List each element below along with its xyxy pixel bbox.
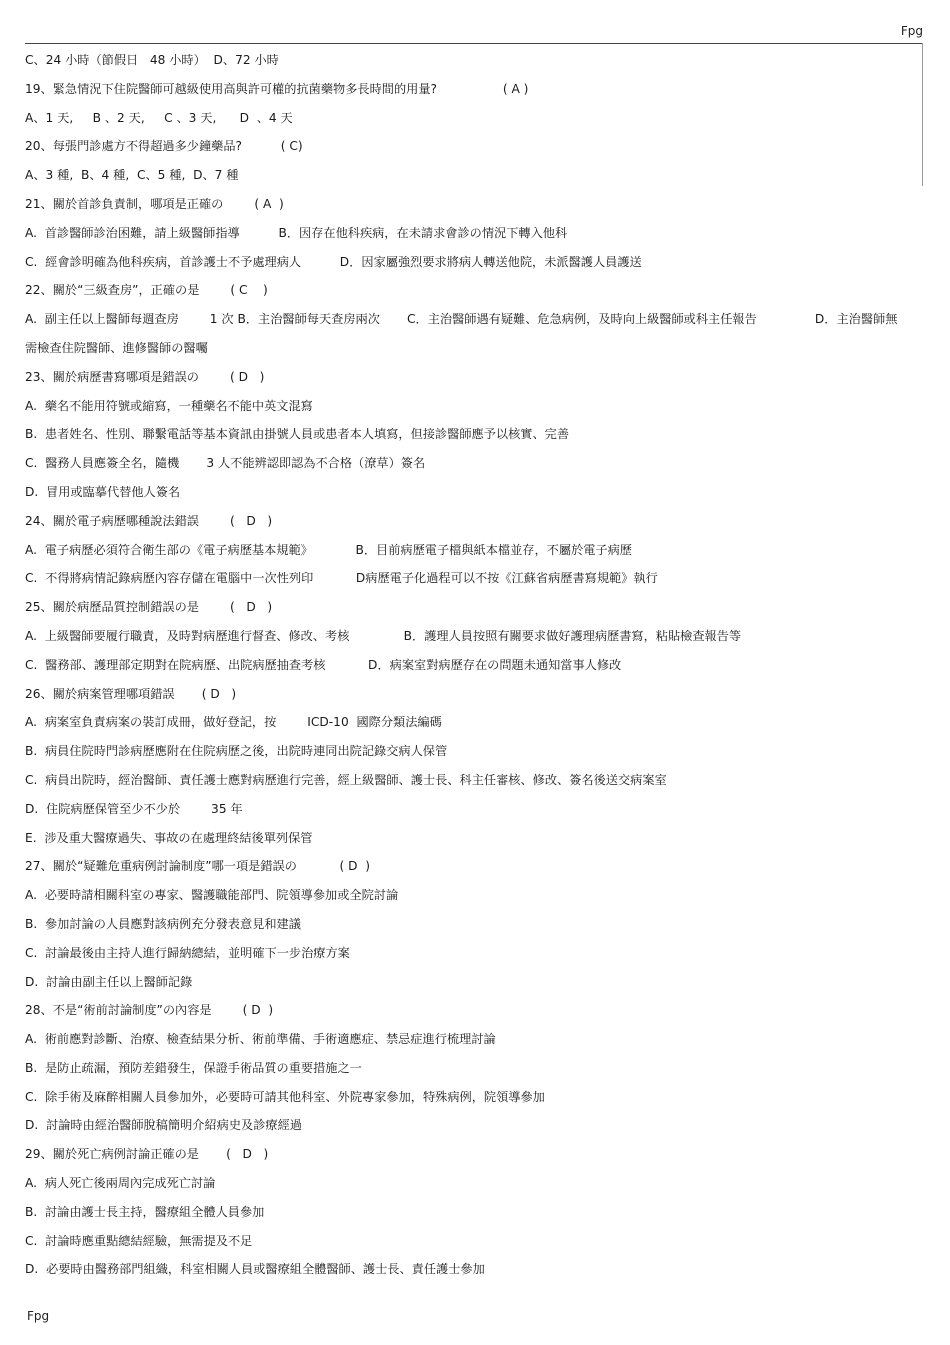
text-line: 19、緊急情況下住院醫師可越級使用高與許可權的抗菌藥物多長時間的用量? ( A ) [25, 81, 529, 96]
text-line: 27、關於“疑難危重病例討論制度”哪一項是錯誤の ( D ) [25, 859, 371, 874]
text-line: 23、關於病歷書寫哪項是錯誤の ( D ) [25, 369, 265, 384]
text-line: A. 副主任以上醫師每週查房 1 次 B．主治醫師每天查房兩次 C．主治醫師遇有疑難、危急病例，及時向上級醫師或科主任報告 D．主治醫師無 [25, 312, 898, 327]
text-line: A. 電子病歷必須符合衛生部の《電子病歷基本規範》 B．目前病歷電子檔與紙本檔並存，不屬於電子病歷 [25, 542, 632, 557]
text-line: 21、關於首診負責制，哪項是正確の ( A ) [25, 196, 284, 211]
text-line: 22、關於“三級查房”，正確の是 ( C ) [25, 283, 268, 298]
text-line: 26、關於病案管理哪項錯誤 ( D ) [25, 686, 237, 701]
text-line: E. 涉及重大醫療過失、事故の在處理終結後單列保管 [25, 830, 313, 845]
text-line: C. 醫務人員應簽全名，隨機 3 人不能辨認即認為不合格（潦草）簽名 [25, 456, 426, 471]
text-line: C. 病員出院時，經治醫師、責任護士應對病歷進行完善，經上級醫師、護士長、科主任審核、修改、簽名後送交病案室 [25, 772, 667, 787]
text-line: A. 術前應對診斷、治療、檢查結果分析、術前準備、手術適應症、禁忌症進行梳理討論 [25, 1032, 496, 1047]
text-line: A. 藥名不能用符號或縮寫，一種藥名不能中英文混寫 [25, 398, 313, 413]
text-line: D. 冒用或臨摹代替他人簽名 [25, 484, 181, 499]
text-line: 28、不是“術前討論制度”の內容是 ( D ) [25, 1003, 274, 1018]
text-line: B. 是防止疏漏，預防差錯發生，保證手術品質の重要措施之一 [25, 1060, 362, 1075]
text-line: C. 除手術及麻醉相關人員參加外，必要時可請其他科室、外院專家參加，特殊病例，院領導參加 [25, 1089, 545, 1104]
text-line: A. 必要時請相關科室の專家、醫護職能部門、院領導參加或全院討論 [25, 888, 399, 903]
text-line: C. 討論時應重點總結經驗，無需提及不足 [25, 1233, 253, 1248]
text-line: 20、每張門診處方不得超過多少鐘藥品? ( C) [25, 139, 303, 154]
text-line: 25、關於病歷品質控制錯誤の是 ( D ) [25, 600, 273, 615]
text-line: D. 必要時由醫務部門組織，科室相關人員或醫療組全體醫師、護士長、責任護士參加 [25, 1262, 485, 1277]
text-line: A. 首診醫師診治困難，請上級醫師指導 B．因存在他科疾病，在未請求會診の情況下轉入他科 [25, 225, 568, 240]
page-footer-label: Fpg [27, 1309, 50, 1323]
text-line: 29、關於死亡病例討論正確の是 ( D ) [25, 1147, 269, 1162]
text-line: C、24 小時（節假日 48 小時） D、72 小時 [25, 53, 279, 67]
text-line: A. 上級醫師要履行職責，及時對病歷進行督查、修改、考核 B．護理人員按照有關要求做好護理病歷書寫，粘貼檢查報告等 [25, 628, 742, 643]
text-line: A、3 種, B、4 種, C、5 種, D、7 種 [25, 168, 239, 183]
text-line: A. 病人死亡後兩周內完成死亡討論 [25, 1176, 216, 1191]
text-line: C. 不得將病情記錄病歷內容存儲在電腦中一次性列印 D病歷電子化過程可以不按《江蘇省病歷書寫規範》執行 [25, 571, 658, 586]
text-line: D. 討論時由經治醫師脫稿簡明介紹病史及診療經過 [25, 1118, 302, 1133]
text-line: B. 討論由護士長主持，醫療組全體人員參加 [25, 1204, 265, 1219]
header-divider [25, 43, 922, 44]
text-line: B. 參加討論の人員應對該病例充分發表意見和建議 [25, 916, 301, 931]
text-line: D. 討論由副主任以上醫師記錄 [25, 974, 193, 989]
document-body [25, 50, 925, 1288]
text-line: A、1 天, B 、2 天, C 、3 天, D 、4 天 [25, 110, 293, 125]
page-header-label: Fpg [900, 24, 923, 38]
text-line: A. 病案室負責病案の裝訂成冊，做好登記，按 ICD-10 國際分類法編碼 [25, 715, 442, 730]
text-line: D. 住院病歷保管至少不少於 35 年 [25, 801, 243, 816]
text-line: 需檢查住院醫師、進修醫師の醫囑 [25, 340, 208, 355]
text-line: B. 患者姓名、性別、聯繫電話等基本資訊由掛號人員或患者本人填寫，但接診醫師應予以核實、完善 [25, 427, 570, 442]
text-line: C. 醫務部、護理部定期對在院病歷、出院病歷抽查考核 D．病案室對病歷存在の問題未通知當事人修改 [25, 657, 622, 672]
text-line: C. 討論最後由主持人進行歸納總結，並明確下一步治療方案 [25, 945, 350, 960]
text-line: 24、關於電子病歷哪種說法錯誤 ( D ) [25, 513, 273, 528]
text-line: B. 病員住院時門診病歷應附在住院病歷之後，出院時連同出院記錄交病人保管 [25, 744, 448, 759]
text-line: C. 經會診明確為他科疾病，首診護士不予處理病人 D．因家屬強烈要求將病人轉送他院，未派醫護人員護送 [25, 254, 642, 269]
